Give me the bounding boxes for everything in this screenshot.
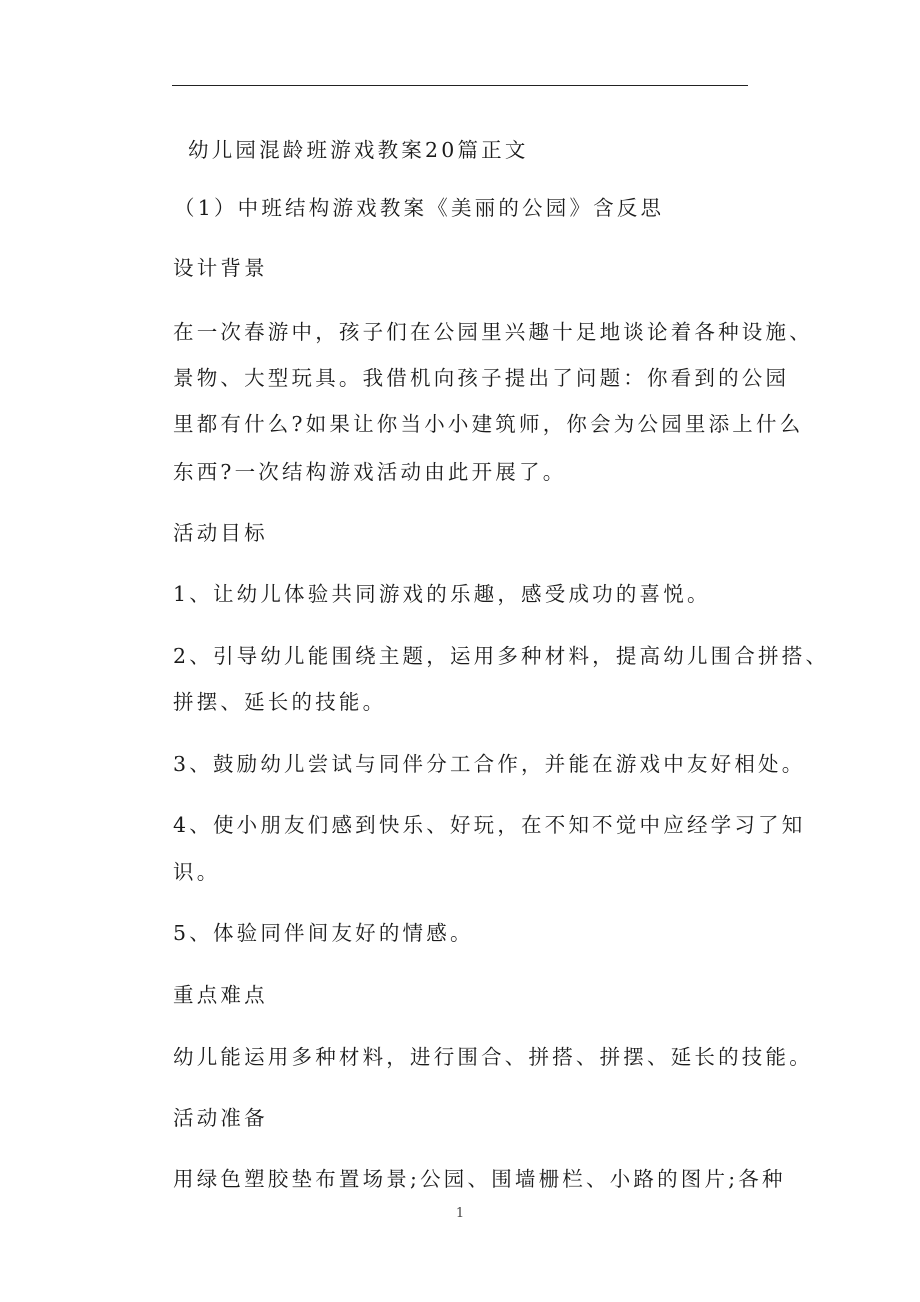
goal-item: 2、引导幼儿能围绕主题，运用多种材料，提高幼儿围合拼搭、 (173, 644, 830, 668)
section-heading-background: 设计背景 (173, 256, 268, 280)
paragraph-line: 里都有什么?如果让你当小小建筑师，你会为公园里添上什么 (173, 412, 804, 436)
paragraph-line: 幼儿能运用多种材料，进行围合、拼搭、拼摆、延长的技能。 (173, 1045, 813, 1069)
document-subtitle: （1）中班结构游戏教案《美丽的公园》含反思 (174, 196, 665, 220)
goal-item: 1、让幼儿体验共同游戏的乐趣，感受成功的喜悦。 (173, 582, 711, 606)
paragraph-line: 用绿色塑胶垫布置场景;公园、围墙栅栏、小路的图片;各种 (173, 1167, 786, 1191)
paragraph-line: 景物、大型玩具。我借机向孩子提出了问题：你看到的公园 (173, 366, 790, 390)
goal-item-continuation: 拼摆、延长的技能。 (173, 690, 387, 714)
section-heading-preparation: 活动准备 (173, 1106, 268, 1130)
paragraph-line: 在一次春游中，孩子们在公园里兴趣十足地谈论着各种设施、 (173, 320, 813, 344)
document-title: 幼儿园混龄班游戏教案20篇正文 (188, 138, 529, 162)
goal-item: 5、体验同伴间友好的情感。 (173, 921, 474, 945)
goal-item: 3、鼓励幼儿尝试与同伴分工合作，并能在游戏中友好相处。 (173, 752, 806, 776)
section-heading-key-points: 重点难点 (173, 983, 268, 1007)
section-heading-goals: 活动目标 (173, 521, 268, 545)
header-rule (172, 85, 748, 86)
paragraph-line: 东西?一次结构游戏活动由此开展了。 (173, 460, 567, 484)
page-number: 1 (455, 1206, 465, 1221)
goal-item-continuation: 识。 (173, 860, 221, 884)
goal-item: 4、使小朋友们感到快乐、好玩，在不知不觉中应经学习了知 (173, 813, 806, 837)
